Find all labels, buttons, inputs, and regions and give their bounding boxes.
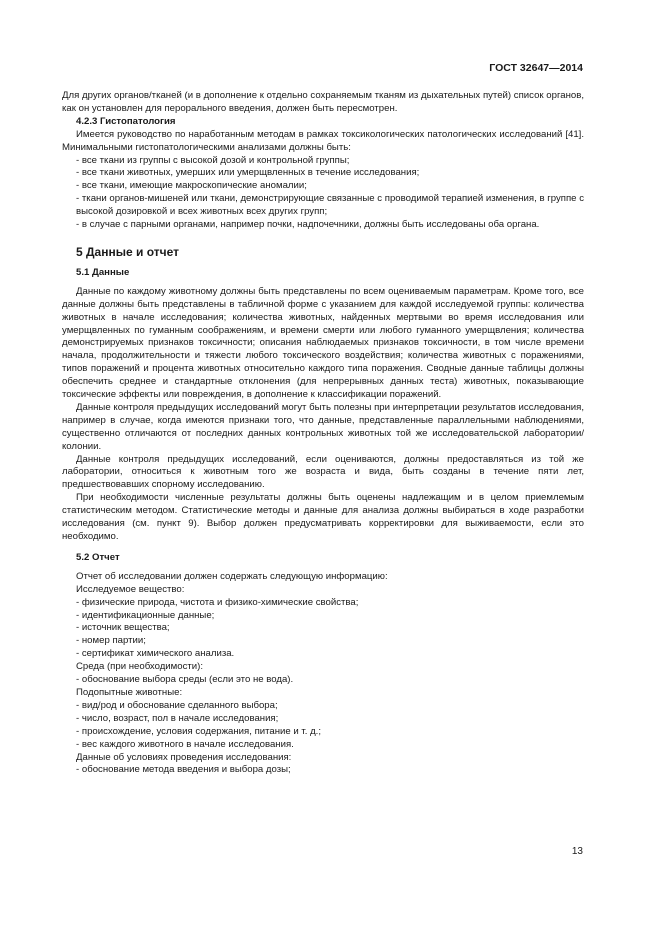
animals-label: Подопытные животные: (76, 686, 183, 698)
substance-item: - номер партии; (62, 635, 584, 648)
histopathology-item: - в случае с парными органами, например почки, надпочечники, должны быть исследованы оба органа. (62, 219, 584, 232)
substance-item: - идентификационные данные; (62, 610, 584, 623)
data-paragraph: Данные по каждому животному должны быть представлены по всем оцениваемым параметрам. Кроме того, все данные должны быть представлены в табличной форме с указанием для каждой исследуемой группы: количества животных в начале исследования; количества животных, найденных мертвыми во время исследования или умерщвленных по гуманным соображениям, и времени смерти или любого гуманного умерщвления; количества демонстрируемых признаков токсичности; описания наблюдаемых признаков токсичности, в том числе времени начала, продолжительности и тяжести любого токсического воздействия; количества животных с поражениями, типов поражений и процента животных относительно каждого типа поражения. Сводные данные таблицы должны обеспечить среднее и стандартные отклонения (для непрерывных данных теста) животных, показывающие токсические эффекты или повреждения, в дополнение к классификации поражений. (62, 285, 584, 401)
section-5-1-heading: 5.1 Данные (76, 266, 130, 278)
data-paragraph: Данные контроля предыдущих исследований, если оцениваются, должны предоставляться из той же лаборатории, относиться к животным того же возраста и вида, быть созданы в течение пяти лет, предшествовавших спорному исследованию. (62, 453, 584, 491)
medium-item: - обоснование выбора среды (если это не вода). (62, 674, 584, 687)
animals-item: - число, возраст, пол в начале исследования; (62, 713, 584, 726)
conditions-item: - обоснование метода введения и выбора дозы; (62, 764, 584, 777)
histopathology-item: - все ткани, имеющие макроскопические аномалии; (62, 180, 584, 193)
page-number: 13 (571, 846, 583, 857)
section-5-heading: 5 Данные и отчет (76, 244, 179, 259)
animals-item: - вид/род и обоснование сделанного выбора; (62, 700, 584, 713)
section-4-2-3-heading: 4.2.3 Гистопатология (76, 115, 176, 127)
histopathology-item: - ткани органов-мишеней или ткани, демонстрирующие связанные с проводимой терапией изменения, в группе с высокой дозировкой и всех животных всех других групп; (62, 193, 584, 219)
substance-item: - источник вещества; (62, 622, 584, 635)
substance-item: - сертификат химического анализа. (62, 648, 584, 661)
histopathology-item: - все ткани животных, умерших или умерщвленных в течение исследования; (62, 167, 584, 180)
page-content (62, 90, 584, 777)
section-5-2-heading: 5.2 Отчет (76, 551, 120, 563)
histopathology-item: - все ткани из группы с высокой дозой и контрольной группы; (62, 155, 584, 168)
section-4-2-3-paragraph: Имеется руководство по наработанным методам в рамках токсикологических патологических исследований [41]. Минимальными гистопатологическими анализами должны быть: (62, 128, 584, 153)
animals-item: - вес каждого животного в начале исследования. (62, 739, 584, 752)
report-intro: Отчет об исследовании должен содержать следующую информацию: (76, 570, 388, 582)
data-paragraph: При необходимости численные результаты должны быть оценены надлежащим и в целом приемлемым статистическим методом. Статистические методы и данные для анализа должны выбираться в ходе разработки исследования (см. пункт 9). Выбор должен предусматривать корректировки для выживаемости, если это необходимо. (62, 492, 584, 542)
conditions-label: Данные об условиях проведения исследования: (76, 751, 292, 763)
animals-item: - происхождение, условия содержания, питание и т. д.; (62, 726, 584, 739)
substance-label: Исследуемое вещество: (76, 583, 185, 595)
data-paragraph: Данные контроля предыдущих исследований могут быть полезны при интерпретации результатов исследования, например в случае, когда имеются признаки того, что данные, представленные параллельными наблюдениями, существенно отличаются от последних данных контрольных животных той же исследовательской лаборатории/колонии. (62, 401, 584, 452)
substance-item: - физические природа, чистота и физико-химические свойства; (62, 597, 584, 610)
document-code: ГОСТ 32647—2014 (489, 62, 583, 74)
medium-label: Среда (при необходимости): (76, 661, 203, 673)
intro-paragraph: Для других органов/тканей (и в дополнение к отдельно сохраняемым тканям из дыхательных путей) список органов, как он установлен для перорального введения, должен быть пересмотрен. (62, 90, 584, 114)
